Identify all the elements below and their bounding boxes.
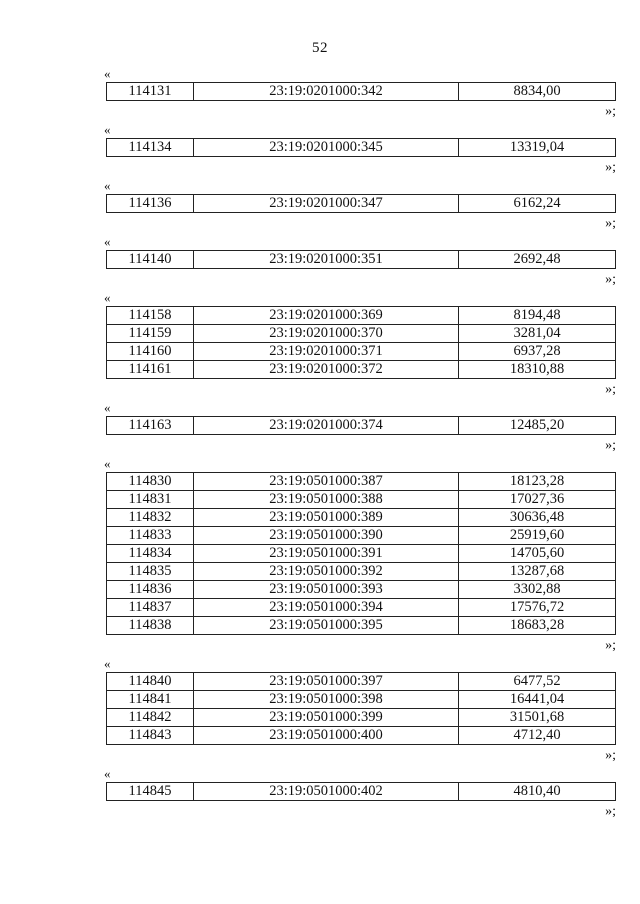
value-cell: 4810,40 [459,783,616,801]
open-quote: « [104,456,111,471]
value-cell: 18683,28 [459,617,616,635]
row-id-cell: 114158 [107,307,194,325]
table-row [107,691,616,709]
cadastral-number-cell: 23:19:0201000:374 [194,417,459,435]
table-row [107,581,616,599]
table-group [0,400,640,456]
table-row [107,83,616,101]
table-row [107,195,616,213]
table-group [0,66,640,122]
table-row [107,473,616,491]
table-row [107,325,616,343]
value-cell: 17027,36 [459,491,616,509]
open-quote: « [104,766,111,781]
row-id-cell: 114842 [107,709,194,727]
table-group [0,766,640,822]
table-row [107,709,616,727]
cadastral-number-cell: 23:19:0201000:372 [194,361,459,379]
row-id-cell: 114837 [107,599,194,617]
value-cell: 17576,72 [459,599,616,617]
value-cell: 25919,60 [459,527,616,545]
cadastral-number-cell: 23:19:0501000:402 [194,783,459,801]
value-cell: 8194,48 [459,307,616,325]
table-row [107,307,616,325]
open-quote: « [104,656,111,671]
cadastral-number-cell: 23:19:0501000:391 [194,545,459,563]
table-row [107,599,616,617]
row-id-cell: 114838 [107,617,194,635]
open-quote: « [104,234,111,249]
row-id-cell: 114160 [107,343,194,361]
value-cell: 6162,24 [459,195,616,213]
row-id-cell: 114834 [107,545,194,563]
open-quote: « [104,290,111,305]
value-cell: 30636,48 [459,509,616,527]
row-id-cell: 114831 [107,491,194,509]
table-group [0,178,640,234]
cadastral-number-cell: 23:19:0201000:351 [194,251,459,269]
table-group [0,656,640,766]
cadastral-number-cell: 23:19:0501000:387 [194,473,459,491]
registry-table [106,472,616,635]
table-group [0,290,640,400]
row-id-cell: 114161 [107,361,194,379]
registry-table [106,672,616,745]
row-id-cell: 114840 [107,673,194,691]
row-id-cell: 114836 [107,581,194,599]
table-row [107,545,616,563]
value-cell: 13319,04 [459,139,616,157]
value-cell: 8834,00 [459,83,616,101]
row-id-cell: 114832 [107,509,194,527]
value-cell: 6937,28 [459,343,616,361]
open-quote: « [104,122,111,137]
value-cell: 3281,04 [459,325,616,343]
value-cell: 14705,60 [459,545,616,563]
cadastral-number-cell: 23:19:0501000:400 [194,727,459,745]
cadastral-number-cell: 23:19:0201000:342 [194,83,459,101]
row-id-cell: 114845 [107,783,194,801]
table-row [107,727,616,745]
table-row [107,509,616,527]
value-cell: 13287,68 [459,563,616,581]
cadastral-number-cell: 23:19:0201000:371 [194,343,459,361]
registry-table [106,416,616,435]
close-quote: »; [605,438,616,453]
table-row [107,343,616,361]
table-group [0,456,640,656]
table-row [107,673,616,691]
close-quote: »; [605,104,616,119]
row-id-cell: 114841 [107,691,194,709]
value-cell: 18123,28 [459,473,616,491]
cadastral-number-cell: 23:19:0201000:345 [194,139,459,157]
table-row [107,361,616,379]
table-group [0,122,640,178]
row-id-cell: 114833 [107,527,194,545]
open-quote: « [104,66,111,81]
table-row [107,617,616,635]
row-id-cell: 114835 [107,563,194,581]
registry-table [106,250,616,269]
cadastral-number-cell: 23:19:0501000:393 [194,581,459,599]
registry-table [106,138,616,157]
cadastral-number-cell: 23:19:0501000:389 [194,509,459,527]
cadastral-number-cell: 23:19:0501000:392 [194,563,459,581]
table-row [107,251,616,269]
value-cell: 4712,40 [459,727,616,745]
table-row [107,491,616,509]
cadastral-number-cell: 23:19:0201000:370 [194,325,459,343]
row-id-cell: 114140 [107,251,194,269]
close-quote: »; [605,216,616,231]
close-quote: »; [605,748,616,763]
registry-table [106,782,616,801]
cadastral-number-cell: 23:19:0201000:347 [194,195,459,213]
value-cell: 18310,88 [459,361,616,379]
value-cell: 16441,04 [459,691,616,709]
cadastral-number-cell: 23:19:0501000:390 [194,527,459,545]
close-quote: »; [605,160,616,175]
table-row [107,563,616,581]
table-row [107,783,616,801]
page-number: 52 [312,40,328,56]
row-id-cell: 114159 [107,325,194,343]
table-row [107,139,616,157]
value-cell: 2692,48 [459,251,616,269]
cadastral-number-cell: 23:19:0501000:398 [194,691,459,709]
cadastral-number-cell: 23:19:0501000:394 [194,599,459,617]
cadastral-number-cell: 23:19:0501000:397 [194,673,459,691]
registry-table [106,82,616,101]
open-quote: « [104,400,111,415]
registry-table [106,306,616,379]
row-id-cell: 114131 [107,83,194,101]
table-row [107,417,616,435]
value-cell: 12485,20 [459,417,616,435]
open-quote: « [104,178,111,193]
row-id-cell: 114830 [107,473,194,491]
value-cell: 3302,88 [459,581,616,599]
row-id-cell: 114134 [107,139,194,157]
cadastral-number-cell: 23:19:0201000:369 [194,307,459,325]
value-cell: 6477,52 [459,673,616,691]
close-quote: »; [605,804,616,819]
row-id-cell: 114136 [107,195,194,213]
table-row [107,527,616,545]
cadastral-number-cell: 23:19:0501000:399 [194,709,459,727]
value-cell: 31501,68 [459,709,616,727]
cadastral-number-cell: 23:19:0501000:388 [194,491,459,509]
row-id-cell: 114843 [107,727,194,745]
cadastral-number-cell: 23:19:0501000:395 [194,617,459,635]
document-body [0,66,640,822]
close-quote: »; [605,382,616,397]
table-group [0,234,640,290]
registry-table [106,194,616,213]
close-quote: »; [605,272,616,287]
close-quote: »; [605,638,616,653]
row-id-cell: 114163 [107,417,194,435]
